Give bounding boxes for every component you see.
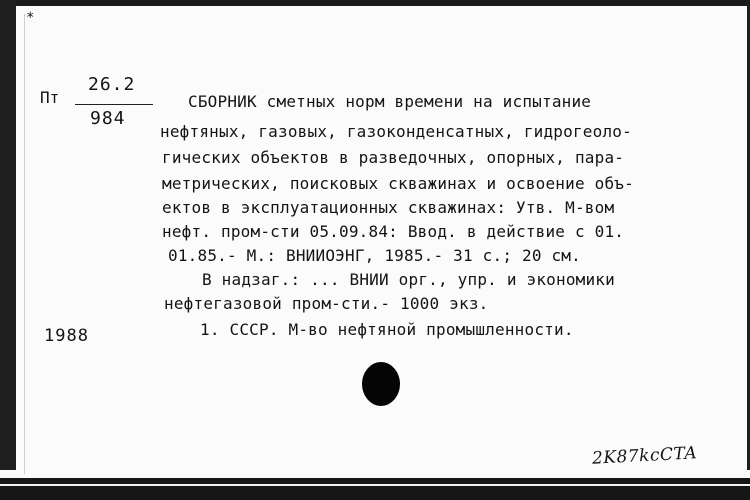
subject-heading: 1. СССР. М-во нефтяной промышленности. — [200, 320, 574, 339]
record-line: нефтегазовой пром-сти.- 1000 экз. — [164, 294, 489, 313]
shelf-mark-divider — [75, 104, 153, 105]
shelf-mark-denominator: 984 — [90, 108, 126, 129]
record-line: нефтяных, газовых, газоконденсатных, гидрогеоло- — [160, 122, 632, 141]
shelf-mark-numerator: 26.2 — [88, 74, 136, 95]
card-border-left — [0, 0, 16, 470]
record-line: 01.85.- М.: ВНИИОЭНГ, 1985.- 31 с.; 20 см. — [168, 246, 581, 265]
handwritten-note: 2K87kcCTA — [591, 443, 698, 469]
shelf-mark-prefix: Пт — [40, 88, 60, 107]
record-line: СБОРНИК сметных норм времени на испытание — [188, 92, 592, 111]
record-line: ектов в эксплуатационных скважинах: Утв. М-вом — [162, 198, 615, 217]
card-border-bottom-line — [0, 484, 750, 486]
record-line: гических объектов в разведочных, опорных, пара- — [162, 148, 625, 167]
card-border-bottom — [0, 478, 750, 500]
record-line: метрических, поисковых скважинах и освоение объ- — [162, 174, 634, 193]
punch-hole — [362, 362, 400, 406]
corner-mark: * — [26, 10, 35, 26]
record-line: В надзаг.: ... ВНИИ орг., упр. и экономики — [202, 270, 615, 289]
card-border-top — [0, 0, 750, 6]
record-line: нефт. пром-сти 05.09.84: Ввод. в действие с 01. — [162, 222, 625, 241]
catalog-year: 1988 — [44, 326, 89, 346]
